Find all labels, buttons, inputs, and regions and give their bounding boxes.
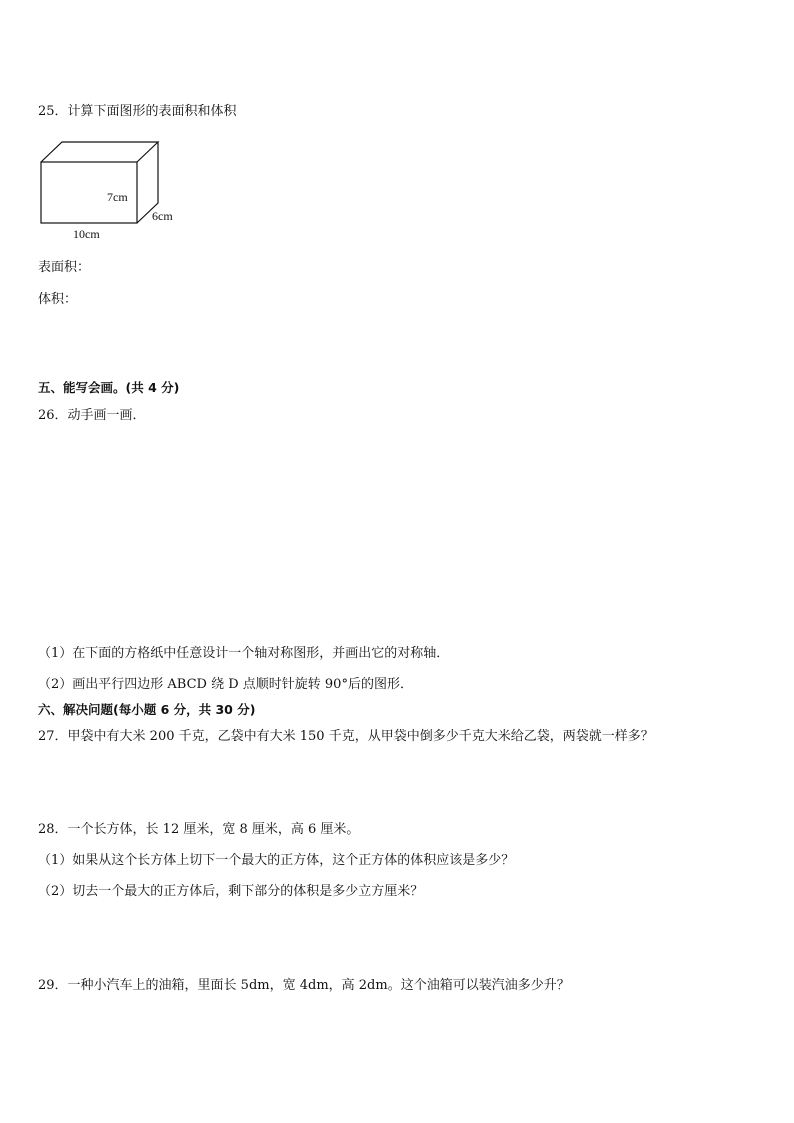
question-26-part-2: （2）画出平行四边形 ABCD 绕 D 点顺时针旋转 90°后的图形． [38, 677, 413, 692]
question-25-title: 25．计算下面图形的表面积和体积 [38, 104, 237, 119]
cuboid-top-face [41, 142, 158, 162]
cuboid-length-label: 10cm [73, 227, 100, 241]
question-28-title: 28．一个长方体，长 12 厘米，宽 8 厘米，高 6 厘米。 [38, 822, 360, 837]
cuboid-height-label: 7cm [107, 190, 128, 204]
question-29-title: 29．一种小汽车上的油箱，里面长 5dm，宽 4dm，高 2dm。这个油箱可以装汽油多少升？ [38, 978, 570, 993]
section-5-heading: 五、能写会画。(共 4 分) [38, 380, 180, 395]
cuboid-figure [30, 132, 190, 244]
question-26-part-1: （1）在下面的方格纸中任意设计一个轴对称图形，并画出它的对称轴． [38, 646, 450, 661]
cuboid-width-label: 6cm [152, 209, 173, 223]
section-6-heading: 六、解决问题(每小题 6 分，共 30 分) [38, 702, 256, 717]
volume-label: 体积： [38, 292, 78, 307]
question-27-title: 27．甲袋中有大米 200 千克，乙袋中有大米 150 千克，从甲袋中倒多少千克大米给乙袋，两袋就一样多？ [38, 729, 654, 744]
question-26-title: 26．动手画一画． [38, 408, 146, 423]
surface-area-label: 表面积： [38, 260, 91, 275]
question-28-part-2: （2）切去一个最大的正方体后，剩下部分的体积是多少立方厘米？ [38, 884, 424, 899]
question-28-part-1: （1）如果从这个长方体上切下一个最大的正方体，这个正方体的体积应该是多少？ [38, 853, 515, 868]
